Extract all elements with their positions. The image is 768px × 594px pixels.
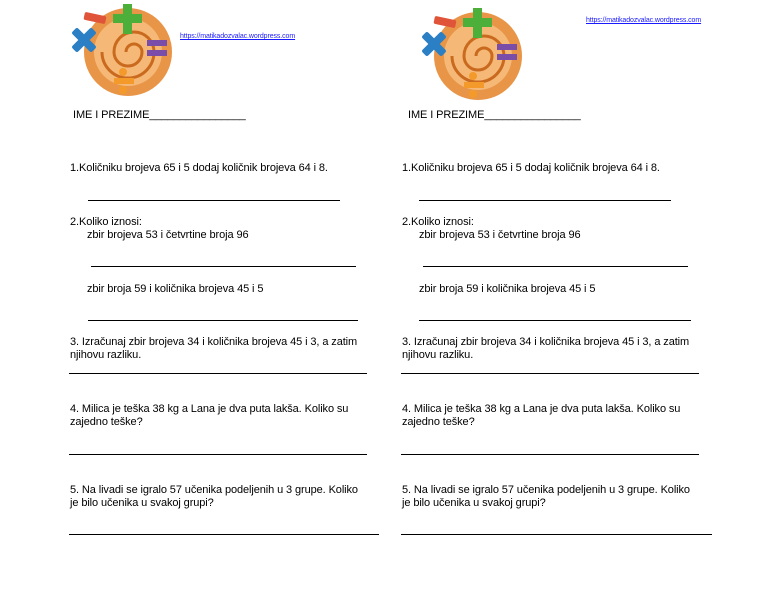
name-label: IME I PREZIME________________: [73, 109, 246, 121]
question-4-line-2: zajedno teške?: [70, 416, 143, 428]
website-link[interactable]: https://matikadozvalac.wordpress.com: [180, 33, 296, 40]
answer-line[interactable]: [401, 373, 699, 374]
question-4-line-1: 4. Milica je teška 38 kg a Lana je dva puta lakša. Koliko su: [402, 403, 681, 415]
answer-line[interactable]: [423, 266, 688, 267]
question-1: 1.Količniku brojeva 65 i 5 dodaj količnik brojeva 64 i 8.: [402, 162, 660, 174]
answer-line[interactable]: [88, 200, 340, 201]
website-link[interactable]: https://matikadozvalac.wordpress.com: [586, 17, 702, 24]
question-5-line-2: je bilo učenika u svakoj grupi?: [70, 497, 214, 509]
question-5-line-2: je bilo učenika u svakoj grupi?: [402, 497, 546, 509]
worksheet-right: [333, 0, 717, 594]
answer-line[interactable]: [88, 320, 358, 321]
answer-line[interactable]: [91, 266, 356, 267]
question-2-title: 2.Koliko iznosi:: [402, 216, 474, 228]
math-logo-icon: [408, 4, 523, 104]
question-2b: zbir broja 59 i količnika brojeva 45 i 5: [87, 283, 264, 295]
question-5-line-1: 5. Na livadi se igralo 57 učenika podeljenih u 3 grupe. Koliko: [70, 484, 358, 496]
question-2-title: 2.Koliko iznosi:: [70, 216, 142, 228]
answer-line[interactable]: [401, 454, 699, 455]
question-5-line-1: 5. Na livadi se igralo 57 učenika podeljenih u 3 grupe. Koliko: [402, 484, 690, 496]
math-logo-icon: [58, 0, 173, 100]
question-4-line-1: 4. Milica je teška 38 kg a Lana je dva puta lakša. Koliko su: [70, 403, 349, 415]
question-1: 1.Količniku brojeva 65 i 5 dodaj količnik brojeva 64 i 8.: [70, 162, 328, 174]
question-2b: zbir broja 59 i količnika brojeva 45 i 5: [419, 283, 596, 295]
answer-line[interactable]: [69, 373, 367, 374]
answer-line[interactable]: [419, 200, 671, 201]
question-3-line-1: 3. Izračunaj zbir brojeva 34 i količnika brojeva 45 i 3, a zatim: [402, 336, 690, 348]
question-3-line-2: njihovu razliku.: [402, 349, 474, 361]
question-4-line-2: zajedno teške?: [402, 416, 475, 428]
answer-line[interactable]: [419, 320, 691, 321]
question-2a: zbir brojeva 53 i četvrtine broja 96: [419, 229, 581, 241]
question-2a: zbir brojeva 53 i četvrtine broja 96: [87, 229, 249, 241]
question-3-line-1: 3. Izračunaj zbir brojeva 34 i količnika brojeva 45 i 3, a zatim: [70, 336, 358, 348]
answer-line[interactable]: [69, 454, 367, 455]
answer-line[interactable]: [401, 534, 712, 535]
name-label: IME I PREZIME________________: [408, 109, 581, 121]
question-3-line-2: njihovu razliku.: [70, 349, 142, 361]
